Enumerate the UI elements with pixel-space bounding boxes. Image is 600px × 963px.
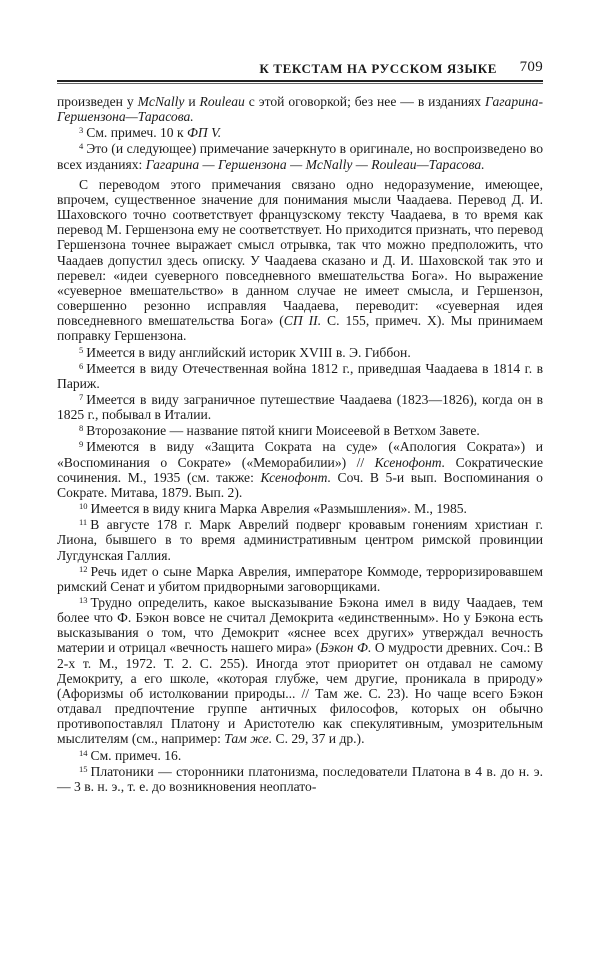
page-body bbox=[57, 94, 543, 794]
italic-reference: Гагарина — Гершензона — McNally — Rouleau—Тарасова. bbox=[145, 156, 485, 172]
text-run: Сократические сочинения. М., 1935 (см. также: bbox=[57, 454, 543, 485]
italic-reference: Ксенофонт. bbox=[260, 469, 331, 485]
footnote-14 bbox=[57, 748, 543, 763]
running-title: К ТЕКСТАМ НА РУССКОМ ЯЗЫКЕ bbox=[259, 61, 497, 76]
text-run: С. 155, примеч. X). Мы принимаем поправку Гершензона. bbox=[57, 313, 543, 344]
footnote-12 bbox=[57, 564, 543, 594]
footnote-number: 6 bbox=[79, 360, 84, 371]
footnote-number: 9 bbox=[79, 439, 84, 450]
text-run: Имеется в виду заграничное путешествие Чаадаева (1823—1826), когда он в 1825 г., побывал в Италии. bbox=[57, 391, 543, 423]
footnote-10 bbox=[57, 501, 543, 516]
footnote-13 bbox=[57, 595, 543, 747]
text-run: с этой оговоркой; без нее — в изданиях bbox=[244, 94, 486, 109]
italic-reference: ФП V. bbox=[187, 125, 222, 141]
continuation-paragraph bbox=[57, 94, 543, 124]
italic-reference: Ксенофонт. bbox=[374, 454, 446, 470]
text-run: Речь идет о сыне Марка Аврелия, императоре Коммоде, терроризировавшем римский Сенат и убитом придворными заговорщиками. bbox=[57, 563, 543, 594]
text-run: Имеются в виду «Защита Сократа на суде» («Апология Сократа») и «Воспоминания о Сократе» («Меморабилии») // bbox=[57, 439, 543, 470]
italic-reference: Rouleau bbox=[199, 94, 245, 109]
footnote-11 bbox=[57, 517, 543, 562]
footnote-number: 15 bbox=[79, 763, 88, 774]
footnote-8 bbox=[57, 423, 543, 438]
italic-reference: McNally bbox=[137, 94, 185, 109]
page-number: 709 bbox=[519, 59, 543, 75]
text-run: См. примеч. 10 к bbox=[86, 125, 187, 141]
footnote-number: 13 bbox=[79, 595, 88, 605]
header-rule-thin bbox=[57, 83, 543, 84]
text-run: произведен у bbox=[57, 94, 138, 109]
text-run: Трудно определить, какое высказывание Бэкона имел в виду Чаадаев, тем более что Ф. Бэкон вовсе не считал Демокрита «единственным». Но у Бэкона есть высказывания о том, что Демокрит «яснее всех других» утверждал вечность материи и отрицал «вечность нашего мира» ( bbox=[57, 595, 543, 656]
footnote-15 bbox=[57, 764, 543, 794]
footnote-number: 8 bbox=[79, 423, 84, 434]
text-run: С переводом этого примечания связано одно недоразумение, имеющее, впрочем, существенное значение для понимания мысли Чаадаева. Перевод Д. И. Шаховского точно соответствует французскому тексту Чаадаева, в то время как перевод М. Гершензона ему не соответствует. Но приходится признать, что перевод Гершензона точнее выражает смысл отрывка, так что можно предположить, что Чаадаев допустил здесь описку. У Чаадаева сказано и Д. И. Шаховской так это и перевел: «идеи суеверного повседневного вмешательства Бога». Но выражение «суеверное вмешательство» в данном случае не имеет смысла, и Гершензон, совершенно резонно исправляя Чаадаева, переводит: «суеверная идея повседневного вмешательства Бога» ( bbox=[57, 176, 543, 329]
italic-reference: Гагарина-Гершензона—Тарасова. bbox=[57, 94, 543, 125]
footnote-number: 3 bbox=[79, 125, 84, 136]
text-run: В августе 178 г. Марк Аврелий подверг кровавым гонениям христиан г. Лиона, бывшего в то время административным центром римской провинции Лугдунская Галлия. bbox=[57, 517, 543, 563]
text-run: Платоники — сторонники платонизма, последователи Платона в 4 в. до н. э. — 3 в. н. э., т. е. до возникновения неоплато- bbox=[57, 763, 543, 794]
commentary-paragraph bbox=[57, 177, 543, 344]
footnote-number: 7 bbox=[79, 391, 84, 402]
footnote-number: 12 bbox=[79, 563, 88, 574]
text-run: Соч. В 5-и вып. Воспоминания о Сократе. Митава, 1879. Вып. 2). bbox=[57, 469, 543, 500]
italic-reference: СП II. bbox=[283, 313, 322, 329]
text-run: Это (и следующее) примечание зачеркнуто в оригинале, но воспроизведено во всех изданиях: bbox=[57, 141, 543, 172]
running-head bbox=[57, 58, 543, 78]
text-run: С. 29, 37 и др.). bbox=[272, 731, 365, 747]
text-run: Имеется в виду английский историк XVIII в. Э. Гиббон. bbox=[86, 344, 411, 360]
footnote-9 bbox=[57, 439, 543, 500]
text-run: Второзаконие — название пятой книги Моисеевой в Ветхом Завете. bbox=[86, 423, 480, 439]
text-run: Имеется в виду Отечественная война 1812 г., приведшая Чаадаева в 1814 г. в Париж. bbox=[57, 360, 543, 391]
footnote-number: 14 bbox=[79, 747, 88, 758]
italic-reference: Там же. bbox=[224, 731, 273, 747]
text-run: О мудрости древних. Соч.: В 2-х т. М., 1972. Т. 2. С. 255). Иногда этот приоритет он отдавал не самому Демокриту, а его школе, «которая глубже, чем другие, проникала в природу» (Афоризмы об истолковании природы... // Там же. С. 23). Но чаще всего Бэкон отдавал предпочтение группе античных философов, которых он обычно противопоставлял Платону и Аристотелю как спекулятивным, умозрительным мыслителям (см., например: bbox=[57, 640, 544, 747]
footnote-number: 5 bbox=[79, 344, 84, 355]
header-rule bbox=[57, 80, 543, 82]
text-run: и bbox=[184, 94, 200, 109]
text-run: Имеется в виду книга Марка Аврелия «Размышления». М., 1985. bbox=[90, 501, 467, 517]
footnote-7 bbox=[57, 392, 543, 422]
text-run: См. примеч. 16. bbox=[90, 747, 182, 763]
footnote-number: 11 bbox=[79, 517, 88, 528]
footnote-number: 4 bbox=[79, 141, 84, 152]
footnote-5 bbox=[57, 345, 543, 360]
footnote-number: 10 bbox=[79, 501, 88, 512]
footnote-3 bbox=[57, 125, 543, 140]
footnote-6 bbox=[57, 361, 543, 391]
italic-reference: Бэкон Ф. bbox=[320, 640, 372, 656]
footnote-4 bbox=[57, 141, 543, 171]
